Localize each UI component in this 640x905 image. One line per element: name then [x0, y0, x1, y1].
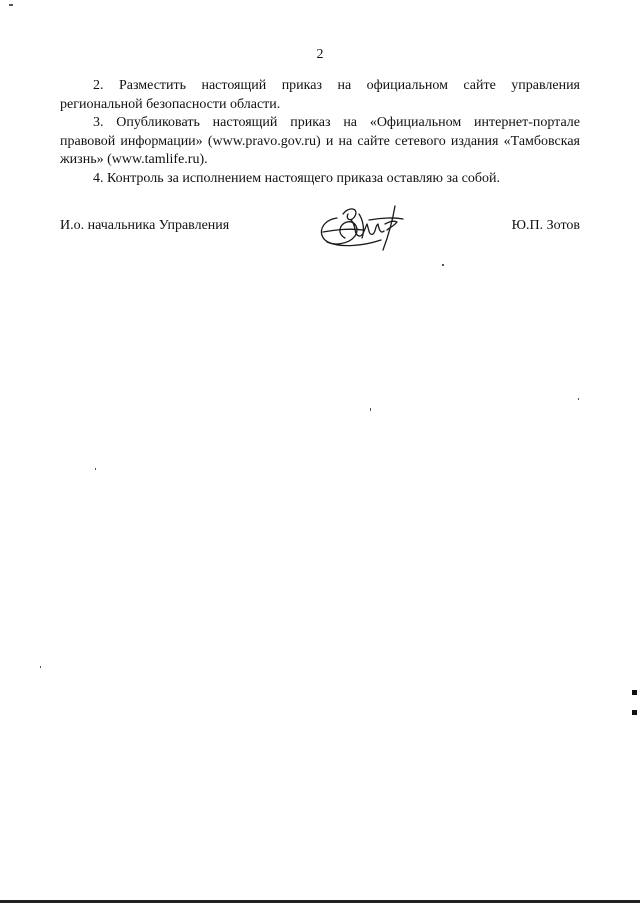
scan-edge-mark [632, 690, 637, 695]
handwritten-signature-image [315, 200, 410, 258]
scan-speck [9, 4, 13, 6]
signatory-name: Ю.П. Зотов [511, 218, 580, 233]
scan-speck [370, 408, 371, 411]
page-number: 2 [316, 47, 324, 62]
paragraph-2: 2. Разместить настоящий приказ на официальном сайте управления региональной безопасности области. [60, 78, 580, 112]
scan-speck [40, 666, 41, 668]
scan-speck [95, 468, 96, 470]
scan-bottom-edge [0, 900, 640, 903]
signatory-role: И.о. начальника Управления [60, 218, 230, 233]
scan-speck [442, 264, 444, 266]
document-body [60, 77, 580, 188]
paragraph-3: 3. Опубликовать настоящий приказ на «Официальном интернет-портале правовой информации» (www.pravo.gov.ru) и на сайте сетевого издания «Тамбовская жизнь» (www.tamlife.ru). [60, 115, 580, 167]
scan-edge-mark [632, 710, 637, 715]
scan-speck [578, 398, 579, 400]
paragraph-4: 4. Контроль за исполнением настоящего приказа оставляю за собой. [93, 170, 501, 186]
